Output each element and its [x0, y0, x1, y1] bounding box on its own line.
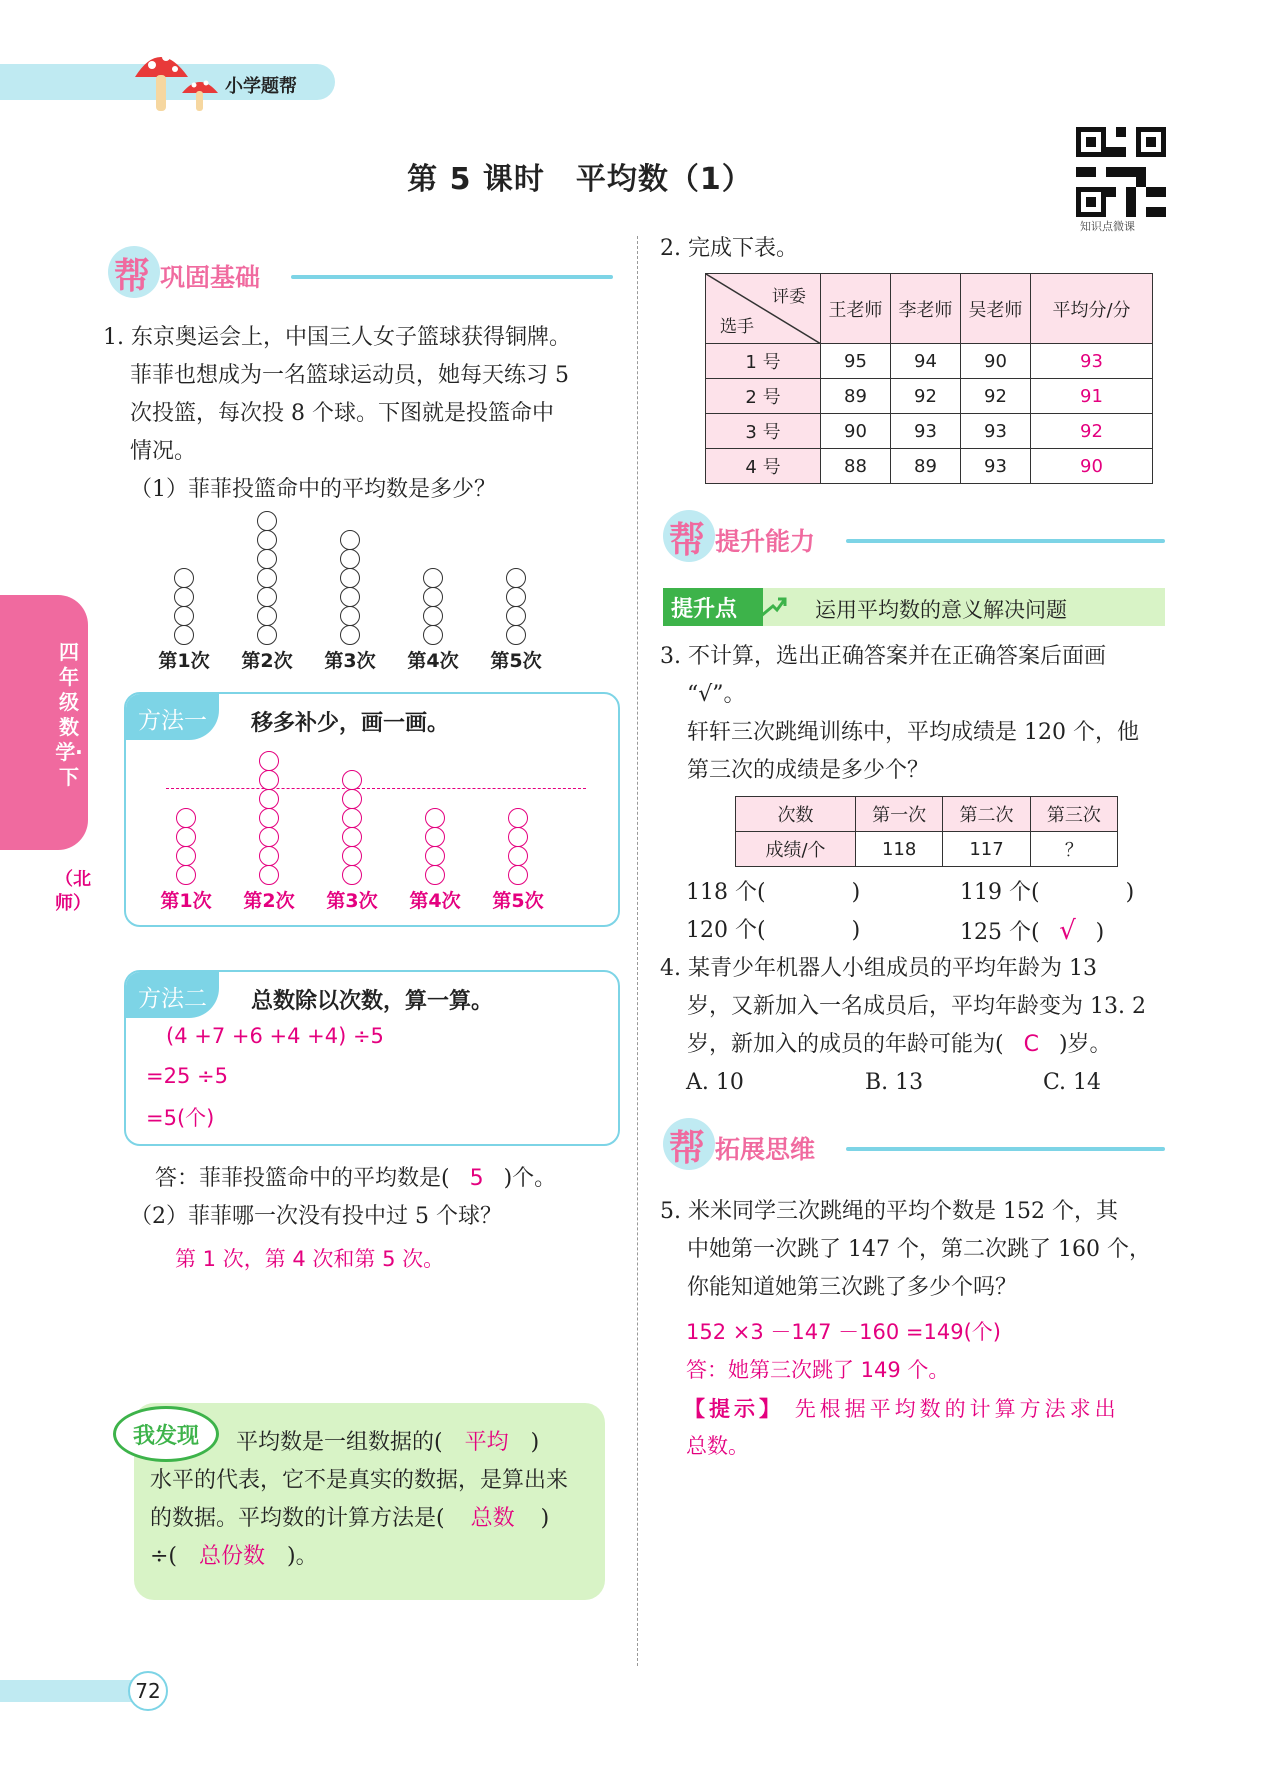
q3-option[interactable]: 125 个( √ ): [960, 916, 1105, 946]
attempt-label: 第4次: [407, 650, 459, 672]
attempt-label: 第3次: [326, 890, 378, 912]
bead: [259, 827, 279, 847]
bead: [174, 606, 194, 626]
attempt-label: 第2次: [241, 650, 293, 672]
table-row: 次数 第一次 第二次 第三次: [736, 797, 1118, 832]
q4-stem: 4. 某青少年机器人小组成员的平均年龄为 13 岁，又新加入一名成员后，平均年龄变为 13. 2 岁，新加入的成员的年龄可能为( C )岁。: [660, 956, 1146, 1057]
bead: [506, 625, 526, 645]
bead: [259, 846, 279, 866]
q1-line: 次投篮，每次投 8 个球。下图就是投篮命中: [130, 401, 554, 426]
table-row: 成绩/个 118 117 ？: [736, 832, 1118, 867]
bead: [257, 606, 277, 626]
bead-chart-evened: [162, 754, 602, 924]
q4-choice[interactable]: B. 13: [865, 1070, 924, 1095]
bead: [508, 827, 528, 847]
table-corner: 评委 选手: [706, 274, 821, 344]
bang-icon: 帮: [669, 520, 706, 561]
bead: [423, 568, 443, 588]
bead: [174, 587, 194, 607]
bead: [340, 530, 360, 550]
method-two-box: [124, 970, 620, 1146]
q5-hint: 【提示】 先根据平均数的计算方法求出: [684, 1397, 1120, 1421]
q3-stem: 3. 不计算，选出正确答案并在正确答案后面画 “√”。 轩轩三次跳绳训练中，平均成绩是 120 个，他 第三次的成绩是多少个？: [660, 644, 1139, 783]
q1-line: 情况。: [130, 439, 197, 464]
bead: [257, 530, 277, 550]
answer-blank[interactable]: 5: [469, 1166, 484, 1191]
bead: [340, 587, 360, 607]
q1-line: 菲菲也想成为一名篮球运动员，她每天练习 5: [130, 363, 569, 388]
bead: [257, 549, 277, 569]
brand-label: 小学题帮: [225, 76, 297, 97]
q2-prompt: 2. 完成下表。: [660, 236, 798, 261]
bead: [506, 568, 526, 588]
attempt-label: 第4次: [409, 890, 461, 912]
calc-line: =25 ÷5: [146, 1064, 228, 1088]
bead: [257, 511, 277, 531]
bead: [340, 625, 360, 645]
col-header: 吴老师: [961, 274, 1031, 344]
bang-icon: 帮: [669, 1128, 706, 1169]
attempt-label: 第3次: [324, 650, 376, 672]
side-tab-grade: 四年级数学·下: [55, 640, 83, 789]
method-one-tag: 方法一: [126, 694, 219, 740]
bead: [342, 770, 362, 790]
section-expand-title: 拓展思维: [715, 1135, 816, 1164]
table-row: 1 号 95 94 90 93: [706, 344, 1153, 379]
bead: [176, 865, 196, 885]
bead: [340, 568, 360, 588]
section-basics: [108, 246, 613, 302]
bead: [425, 827, 445, 847]
attempt-label: 第1次: [160, 890, 212, 912]
calc-line: (4 +7 +6 +4 +4) ÷5: [166, 1024, 384, 1048]
q5-stem: 5. 米米同学三次跳绳的平均个数是 152 个，其 中她第一次跳了 147 个，第二次跳了 160 个， 你能知道她第三次跳了多少个吗？: [660, 1199, 1151, 1300]
bead-chart-original: [160, 510, 600, 680]
discovery-text: 平均数是一组数据的( 平均 ) 水平的代表，它不是真实的数据，是算出来 的数据。平均数的计算方法是( 总数 ) ÷( 总份数 )。: [150, 1430, 569, 1569]
method-one-box: [124, 692, 620, 927]
q3-option[interactable]: 120 个( ): [686, 918, 861, 943]
column-divider: [637, 236, 638, 1666]
q5-hint-cont: 总数。: [686, 1434, 749, 1458]
bead: [259, 808, 279, 828]
bead: [176, 827, 196, 847]
bead: [259, 789, 279, 809]
q3-option[interactable]: 119 个( ): [960, 880, 1135, 905]
bead: [423, 606, 443, 626]
bead: [342, 846, 362, 866]
bead: [342, 827, 362, 847]
page-number: 72: [128, 1671, 168, 1711]
q3-option[interactable]: 118 个( ): [686, 880, 861, 905]
bead: [259, 865, 279, 885]
bead: [176, 846, 196, 866]
bead: [425, 846, 445, 866]
q1-line: 1. 东京奥运会上，中国三人女子篮球获得铜牌。: [103, 325, 571, 350]
q1-sub1: （1）菲菲投篮命中的平均数是多少？: [130, 477, 496, 502]
bead: [508, 808, 528, 828]
q4-choice[interactable]: C. 14: [1043, 1070, 1102, 1095]
bead: [174, 568, 194, 588]
bead: [506, 606, 526, 626]
method-two-text: 总数除以次数，算一算。: [251, 989, 494, 1014]
qr-label: 知识点微课: [1080, 220, 1135, 233]
table-row: 4 号 88 89 93 90: [706, 449, 1153, 484]
bead: [342, 808, 362, 828]
score-table: [705, 273, 1153, 484]
tisheng-text: 运用平均数的意义解决问题: [815, 598, 1067, 622]
bead: [425, 865, 445, 885]
bead: [257, 568, 277, 588]
attempt-label: 第5次: [492, 890, 544, 912]
calc-line: =5(个): [146, 1106, 215, 1130]
col-header: 平均分/分: [1031, 274, 1153, 344]
section-expand: [663, 1118, 1165, 1174]
section-basics-title: 巩固基础: [160, 263, 261, 292]
bead: [342, 865, 362, 885]
bead: [423, 625, 443, 645]
col-header: 王老师: [821, 274, 891, 344]
section-improve: [663, 510, 1165, 566]
attempt-label: 第2次: [243, 890, 295, 912]
bead: [508, 846, 528, 866]
bead: [176, 808, 196, 828]
bead: [342, 789, 362, 809]
tisheng-tag: 提升点: [663, 588, 763, 626]
col-header: 李老师: [891, 274, 961, 344]
lesson-title: 第 5 课时 平均数（1）: [407, 162, 753, 197]
method-two-tag: 方法二: [126, 972, 219, 1018]
bead: [425, 808, 445, 828]
q1-answer: 答：菲菲投篮命中的平均数是( 5 )个。: [155, 1166, 557, 1191]
arrow-icon: [758, 594, 788, 620]
bang-icon: 帮: [114, 256, 151, 297]
bead: [340, 549, 360, 569]
q4-answer[interactable]: C: [1023, 1032, 1039, 1057]
bead: [508, 865, 528, 885]
table-row: 2 号 89 92 92 91: [706, 379, 1153, 414]
q1-sub2-answer: 第 1 次，第 4 次和第 5 次。: [175, 1247, 445, 1271]
jump-table: [735, 796, 1118, 867]
bead: [506, 587, 526, 607]
attempt-label: 第5次: [490, 650, 542, 672]
discovery-tag: 我发现: [113, 1406, 219, 1462]
q1-stem: [103, 319, 623, 509]
bead: [259, 751, 279, 771]
q4-choice[interactable]: A. 10: [686, 1070, 744, 1095]
side-tab-edition: （北师）: [55, 869, 91, 914]
q5-calc: 152 ×3 －147 －160 =149(个): [686, 1320, 1001, 1344]
bead: [259, 770, 279, 790]
bead: [257, 587, 277, 607]
bead: [257, 625, 277, 645]
bead: [423, 587, 443, 607]
q5-answer: 答：她第三次跳了 149 个。: [686, 1358, 950, 1382]
qr-code-icon[interactable]: [1076, 127, 1166, 217]
attempt-label: 第1次: [158, 650, 210, 672]
section-improve-title: 提升能力: [715, 527, 816, 556]
mushroom-icon: [130, 45, 225, 115]
q1-sub2: （2）菲菲哪一次没有投中过 5 个球？: [130, 1204, 502, 1229]
table-row: 3 号 90 93 93 92: [706, 414, 1153, 449]
method-one-text: 移多补少，画一画。: [251, 711, 450, 736]
bead: [174, 625, 194, 645]
bead: [340, 606, 360, 626]
